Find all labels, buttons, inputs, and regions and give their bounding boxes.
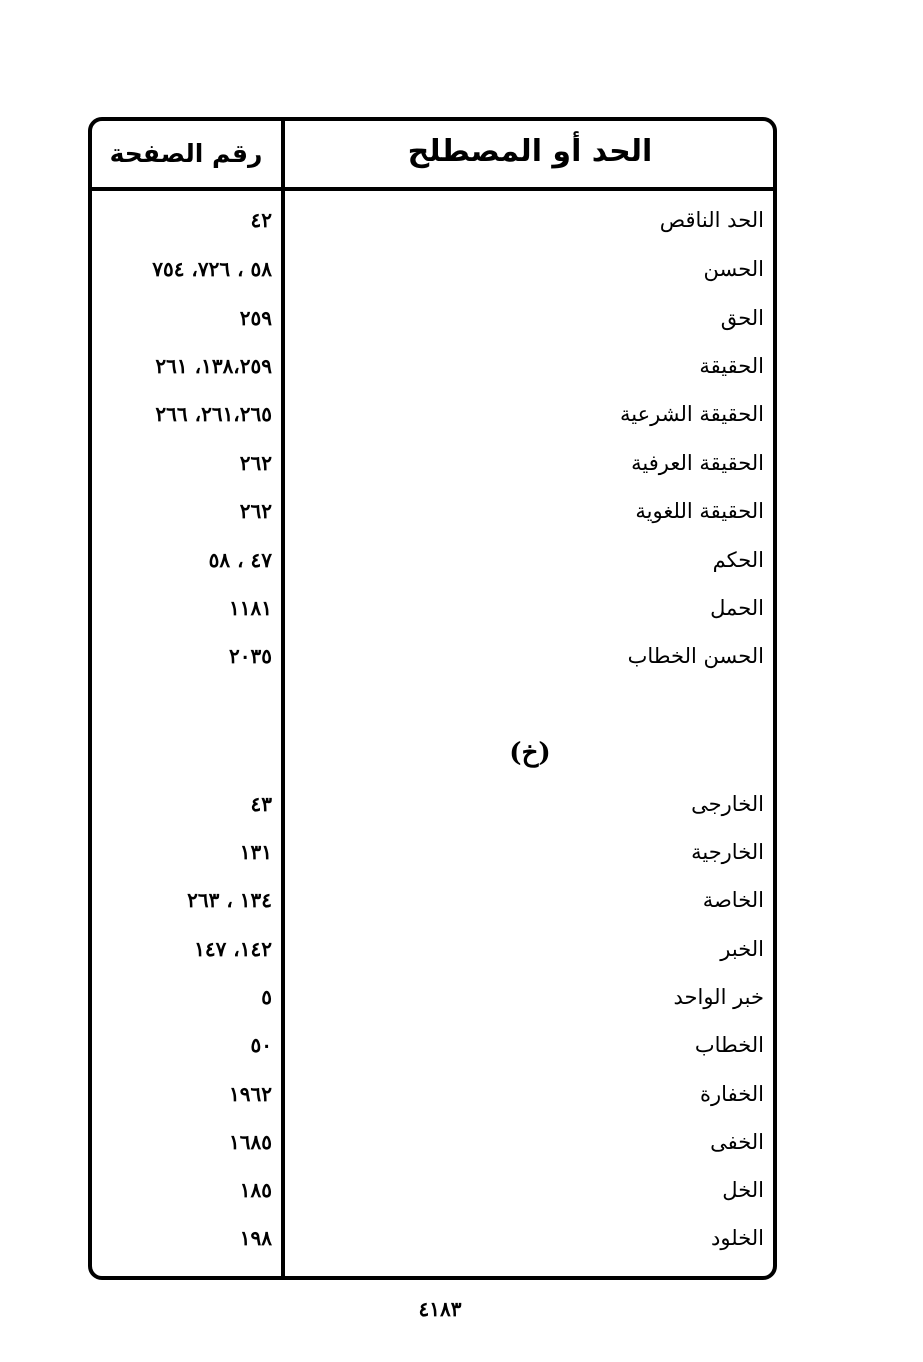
index-pages: ٢٦١،٢٦٥، ٢٦٦ (155, 402, 272, 426)
index-row (92, 636, 772, 676)
index-row (92, 491, 772, 531)
index-pages: ٥٠ (250, 1033, 272, 1057)
index-row (92, 1074, 772, 1114)
index-pages: ١٣٨،٢٥٩، ٢٦١ (155, 354, 272, 378)
index-term: الحمل (710, 596, 764, 620)
index-row (92, 1122, 772, 1162)
index-term: الخفى (710, 1130, 764, 1154)
index-term: الخاصة (702, 888, 764, 912)
index-pages: ١٣٤ ، ٢٦٣ (187, 888, 272, 912)
page-number: ٤١٨٣ (418, 1297, 462, 1321)
index-row (92, 784, 772, 824)
index-term: الحقيقة العرفية (631, 451, 764, 475)
index-row (92, 443, 772, 483)
index-pages: ٤٧ ، ٥٨ (208, 548, 272, 572)
index-term: الحقيقة اللغوية (635, 499, 764, 523)
index-pages: ٢٦٢ (239, 451, 272, 475)
index-term: الحكم (712, 548, 764, 572)
index-term: الحسن الخطاب (627, 644, 764, 668)
index-row (92, 1025, 772, 1065)
index-row (92, 298, 772, 338)
index-term: الحقيقة الشرعية (620, 402, 764, 426)
index-term: الحقيقة (699, 354, 764, 378)
index-row (92, 977, 772, 1017)
index-row (92, 249, 772, 289)
index-term: خبر الواحد (673, 985, 764, 1009)
page-column-header: رقم الصفحة (109, 139, 263, 168)
index-pages: ١١٨١ (229, 596, 272, 620)
index-term: الخبر (720, 937, 764, 961)
index-row (92, 588, 772, 628)
section-letter-heading: (خ) (509, 738, 551, 768)
index-pages: ٤٢ (250, 208, 272, 232)
index-term: الخارجية (691, 840, 764, 864)
index-pages: ٢٦٢ (239, 499, 272, 523)
index-term: الخفارة (700, 1082, 764, 1106)
index-pages: ٥ (261, 985, 272, 1009)
index-row (92, 346, 772, 386)
index-pages: ١٨٥ (239, 1178, 272, 1202)
index-pages: ١٩٨ (239, 1226, 272, 1250)
index-pages: ١٤٢، ١٤٧ (194, 937, 272, 961)
index-pages: ١٩٦٢ (229, 1082, 272, 1106)
index-row (92, 394, 772, 434)
index-pages: ١٣١ (239, 840, 272, 864)
index-term: الحق (720, 306, 764, 330)
index-pages: ١٦٨٥ (229, 1130, 272, 1154)
index-row (92, 880, 772, 920)
index-row (92, 540, 772, 580)
index-term: الحد الناقص (659, 208, 764, 232)
index-row (92, 200, 772, 240)
index-term: الحسن (703, 257, 764, 281)
index-term: الخطاب (694, 1033, 764, 1057)
index-pages: ٢٠٣٥ (229, 644, 272, 668)
index-row (92, 1218, 772, 1258)
index-row (92, 929, 772, 969)
index-pages: ٥٨ ، ٧٢٦، ٧٥٤ (152, 257, 272, 281)
index-row (92, 832, 772, 872)
index-term: الخارجى (691, 792, 764, 816)
header-rule (92, 187, 775, 191)
index-pages: ٢٥٩ (239, 306, 272, 330)
index-term: الخل (722, 1178, 764, 1202)
index-term: الخلود (711, 1226, 764, 1250)
term-column-header: الحد أو المصطلح (407, 134, 653, 169)
index-pages: ٤٣ (250, 792, 272, 816)
index-row (92, 1170, 772, 1210)
